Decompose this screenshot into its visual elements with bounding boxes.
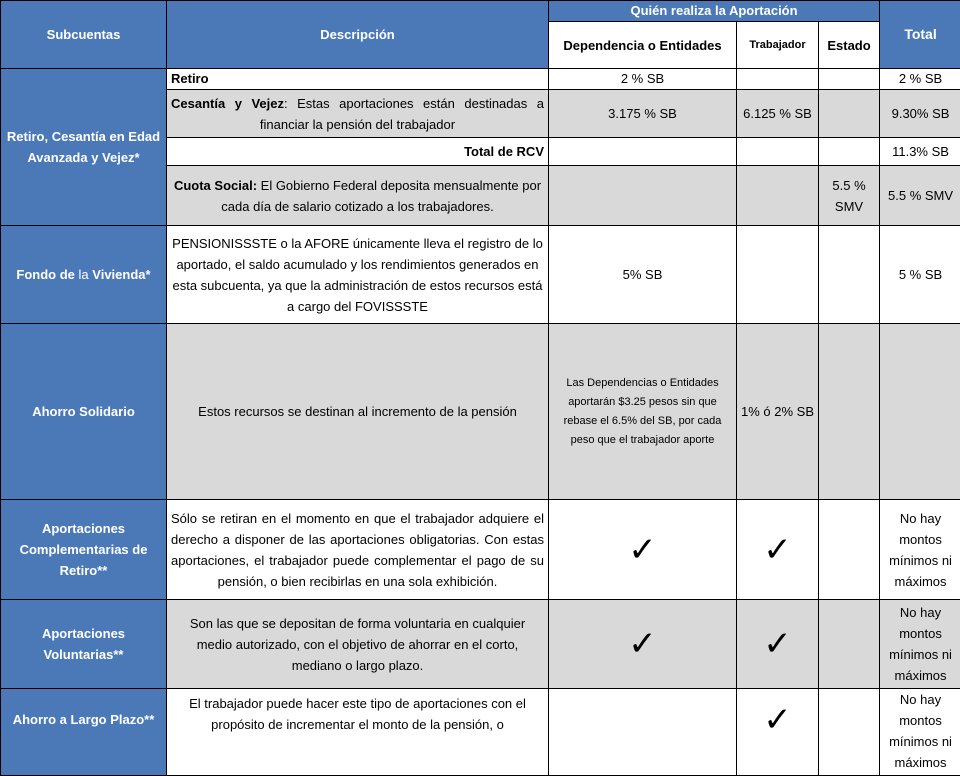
complementarias-desc: Sólo se retiran en el momento en que el trabajador adquiere el derecho a disponer de las aportaciones obligatorias. Con estas aportaciones, el trabajador puede complementar el pago de su pensión, o bien recibirlas en una sola exhibición. [167, 500, 549, 600]
header-descripcion: Descripción [167, 1, 549, 69]
voluntarias-est [819, 600, 880, 689]
header-estado: Estado [819, 22, 880, 69]
complementarias-trab [737, 500, 819, 600]
cuota-desc-rest: El Gobierno Federal deposita mensualmente por cada día de salario cotizado a los trabajadores. [221, 177, 542, 214]
cesantia-desc [167, 90, 549, 138]
cesantia-trab: 6.125 % SB [737, 90, 819, 138]
cesantia-dep: 3.175 % SB [549, 90, 737, 138]
check-icon: ✓ [628, 624, 657, 664]
check-icon: ✓ [763, 624, 792, 664]
vivienda-est [819, 226, 880, 324]
vivienda-desc: PENSIONISSSTE o la AFORE únicamente lleva el registro de lo aportado, el saldo acumulado y los rendimientos generados en esta subcuenta, ya que la administración de estos recursos está a cargo del FOVISSSTE [167, 226, 549, 324]
largo-trab [737, 689, 819, 776]
cesantia-est [819, 90, 880, 138]
complementarias-est [819, 500, 880, 600]
row-label-complementarias: Aportaciones Complementarias de Retiro** [1, 500, 167, 600]
ahorro-dep: Las Dependencias o Entidades aportarán $3.25 pesos sin que rebase el 6.5% del SB, por cada peso que el trabajador aporte [549, 324, 737, 500]
total-rcv-est [819, 138, 880, 166]
cuota-desc [167, 166, 549, 226]
header-subcuentas: Subcuentas [1, 1, 167, 69]
retiro-trab [737, 69, 819, 90]
header-trabajador: Trabajador [737, 22, 819, 69]
ahorro-trab: 1% ó 2% SB [737, 324, 819, 500]
vivienda-total: 5 % SB [880, 226, 960, 324]
cesantia-desc-bold: Cesantía y Vejez [171, 95, 284, 111]
voluntarias-desc: Son las que se depositan de forma voluntaria en cualquier medio autorizado, con el objetivo de ahorrar en el corto, mediano o largo plazo. [167, 600, 549, 689]
retiro-dep: 2 % SB [549, 69, 737, 90]
largo-dep [549, 689, 737, 776]
largo-est [819, 689, 880, 776]
ahorro-total [880, 324, 960, 500]
largo-total: No hay montos mínimos ni máximos [880, 689, 960, 776]
complementarias-dep [549, 500, 737, 600]
header-dependencia: Dependencia o Entidades [549, 22, 737, 69]
complementarias-total: No hay montos mínimos ni máximos [880, 500, 960, 600]
row-label-vivienda [1, 226, 167, 324]
vivienda-label-a: Fondo de [16, 267, 79, 282]
header-quien: Quién realiza la Aportación [549, 1, 880, 22]
row-label-ahorro-solidario: Ahorro Solidario [1, 324, 167, 500]
ahorro-desc: Estos recursos se destinan al incremento de la pensión [167, 324, 549, 500]
cuota-trab [737, 166, 819, 226]
cesantia-total: 9.30% SB [880, 90, 960, 138]
total-rcv-label: Total de RCV [167, 138, 549, 166]
total-rcv-dep [549, 138, 737, 166]
voluntarias-dep [549, 600, 737, 689]
vivienda-dep: 5% SB [549, 226, 737, 324]
cuota-desc-bold: Cuota Social: [173, 177, 258, 193]
total-rcv-trab [737, 138, 819, 166]
cuota-total: 5.5 % SMV [880, 166, 960, 226]
row-label-rcv: Retiro, Cesantía en Edad Avanzada y Vejez* [1, 69, 167, 226]
cuota-est: 5.5 % SMV [819, 166, 880, 226]
check-icon: ✓ [763, 529, 792, 570]
largo-desc: El trabajador puede hacer este tipo de aportaciones con el propósito de incrementar el monto de la pensión, o [167, 689, 549, 776]
row-label-voluntarias: Aportaciones Voluntarias** [1, 600, 167, 689]
vivienda-label-b: la [78, 267, 89, 282]
retiro-total: 2 % SB [880, 69, 960, 90]
voluntarias-trab [737, 600, 819, 689]
retiro-est [819, 69, 880, 90]
header-total: Total [880, 1, 960, 69]
check-icon: ✓ [628, 529, 657, 570]
retiro-desc: Retiro [167, 69, 549, 90]
ahorro-est [819, 324, 880, 500]
check-icon: ✓ [763, 700, 792, 740]
cesantia-desc-rest: : Estas aportaciones están destinadas a financiar la pensión del trabajador [259, 95, 544, 132]
voluntarias-total: No hay montos mínimos ni máximos [880, 600, 960, 689]
vivienda-label-c: Vivienda* [88, 267, 151, 282]
cuota-dep [549, 166, 737, 226]
row-label-largo-plazo: Ahorro a Largo Plazo** [1, 689, 167, 776]
vivienda-trab [737, 226, 819, 324]
total-rcv-total: 11.3% SB [880, 138, 960, 166]
